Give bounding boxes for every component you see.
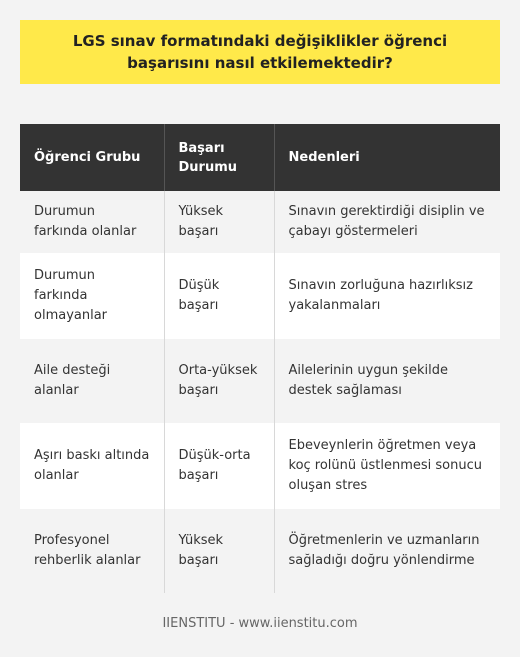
footer-credit: IIENSTITU - www.iienstitu.com — [162, 616, 358, 631]
column-header-student-group: Öğrenci Grubu — [34, 150, 141, 165]
cell-success-status: Yüksek başarı — [164, 191, 274, 253]
table-container — [20, 124, 500, 593]
cell-reasons: Ebeveynlerin öğretmen veya koç rolünü üstlenmesi sonucu oluşan stres — [274, 423, 500, 509]
table-row — [20, 509, 500, 593]
table-header-row — [20, 124, 500, 191]
cell-success-status: Orta-yüksek başarı — [164, 339, 274, 423]
cell-success-status: Düşük-orta başarı — [164, 423, 274, 509]
cell-success-status: Düşük başarı — [164, 253, 274, 339]
column-header-reasons: Nedenleri — [274, 124, 500, 191]
cell-student-group: Aile desteği alanlar — [34, 363, 111, 398]
cell-reasons: Sınavın gerektirdiği disiplin ve çabayı göstermeleri — [274, 191, 500, 253]
cell-student-group: Durumun farkında olanlar — [34, 204, 137, 239]
cell-student-group: Durumun farkında olmayanlar — [34, 268, 108, 323]
cell-student-group: Profesyonel rehberlik alanlar — [34, 533, 141, 568]
cell-reasons: Sınavın zorluğuna hazırlıksız yakalanmaları — [274, 253, 500, 339]
table-row — [20, 191, 500, 253]
table-row — [20, 423, 500, 509]
cell-success-status: Yüksek başarı — [164, 509, 274, 593]
table-row — [20, 339, 500, 423]
title-banner — [20, 20, 500, 84]
cell-reasons: Öğretmenlerin ve uzmanların sağladığı doğru yönlendirme — [274, 509, 500, 593]
data-table — [20, 124, 500, 593]
cell-student-group: Aşırı baskı altında olanlar — [34, 448, 150, 483]
table-row — [20, 253, 500, 339]
page-title: LGS sınav formatındaki değişiklikler öğrenci başarısını nasıl etkilemektedir? — [72, 32, 448, 72]
column-header-success-status: Başarı Durumu — [164, 124, 274, 191]
cell-reasons: Ailelerinin uygun şekilde destek sağlaması — [274, 339, 500, 423]
